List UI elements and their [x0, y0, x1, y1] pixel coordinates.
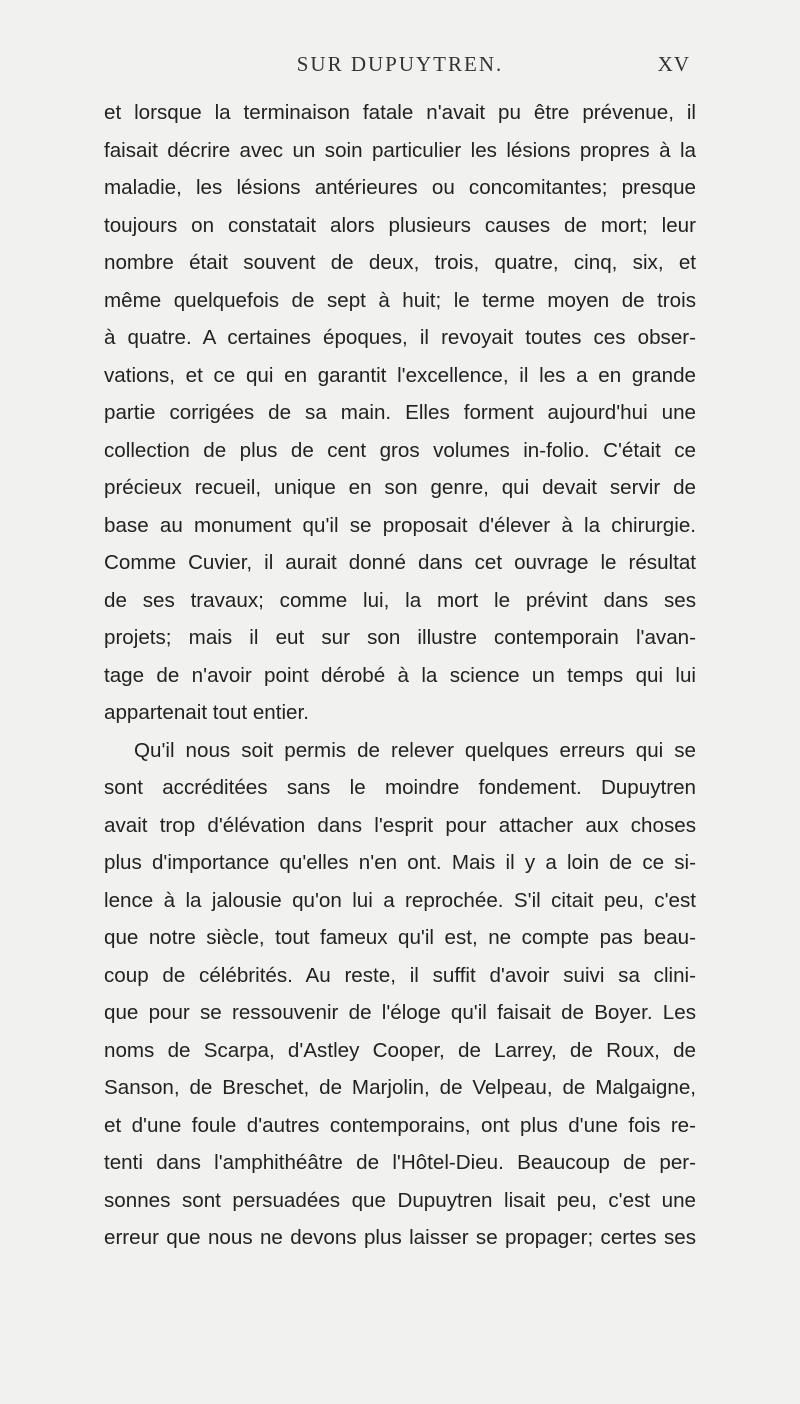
- text-line: sont accréditées sans le moindre fondement. Dupuytren: [104, 776, 696, 799]
- text-line: vations, et ce qui en garantit l'excellence, il les a en grande: [104, 363, 696, 387]
- text-line: base au monument qu'il se proposait d'élever à la chirurgie.: [104, 513, 696, 537]
- text-line: et d'une foule d'autres contemporains, ont plus d'une fois re-: [104, 1113, 696, 1137]
- text-line: coup de célébrités. Au reste, il suffit d'avoir suivi sa clini-: [104, 963, 696, 987]
- text-line: noms de Scarpa, d'Astley Cooper, de Larrey, de Roux, de: [104, 1038, 696, 1062]
- text-line: maladie, les lésions antérieures ou concomitantes; presque: [104, 176, 696, 199]
- text-line: toujours on constatait alors plusieurs causes de mort; leur: [104, 213, 696, 237]
- text-line: Comme Cuvier, il aurait donné dans cet ouvrage le résultat: [104, 551, 696, 574]
- text-line: projets; mais il eut sur son illustre contemporain l'avan-: [104, 626, 696, 649]
- text-line: collection de plus de cent gros volumes in-folio. C'était ce: [104, 438, 696, 462]
- text-line: tage de n'avoir point dérobé à la science un temps qui lui: [104, 663, 696, 687]
- running-title: SUR DUPUYTREN.: [296, 52, 504, 76]
- text-line: partie corrigées de sa main. Elles forment aujourd'hui une: [104, 401, 696, 424]
- running-head: [104, 52, 696, 82]
- text-line: erreur que nous ne devons plus laisser se propager; certes ses: [104, 1226, 696, 1249]
- text-line: précieux recueil, unique en son genre, qui devait servir de: [104, 476, 696, 499]
- body-text: [104, 94, 696, 1257]
- text-line: Sanson, de Breschet, de Marjolin, de Velpeau, de Malgaigne,: [104, 1076, 696, 1099]
- text-line: et lorsque la terminaison fatale n'avait pu être prévenue, il: [104, 101, 696, 124]
- text-line: sonnes sont persuadées que Dupuytren lisait peu, c'est une: [104, 1188, 696, 1212]
- text-line: faisait décrire avec un soin particulier les lésions propres à la: [104, 138, 696, 162]
- text-line: plus d'importance qu'elles n'en ont. Mais il y a loin de ce si-: [104, 851, 696, 874]
- text-line: de ses travaux; comme lui, la mort le prévint dans ses: [104, 588, 696, 612]
- paragraph-2: [104, 732, 696, 1257]
- text-line: nombre était souvent de deux, trois, quatre, cinq, six, et: [104, 251, 696, 274]
- paragraph-1: [104, 94, 696, 732]
- page-number: XV: [657, 52, 690, 76]
- text-line: Qu'il nous soit permis de relever quelques erreurs qui se: [134, 738, 696, 762]
- text-line: à quatre. A certaines époques, il revoyait toutes ces obser-: [104, 326, 696, 349]
- text-line: que notre siècle, tout fameux qu'il est, ne compte pas beau-: [104, 926, 696, 949]
- text-line: même quelquefois de sept à huit; le terme moyen de trois: [104, 288, 696, 312]
- text-line: avait trop d'élévation dans l'esprit pour attacher aux choses: [104, 813, 696, 837]
- text-line: lence à la jalousie qu'on lui a reprochée. S'il citait peu, c'est: [104, 888, 696, 912]
- text-line: que pour se ressouvenir de l'éloge qu'il faisait de Boyer. Les: [104, 1001, 696, 1024]
- text-line-last: appartenait tout entier.: [104, 701, 309, 724]
- text-line: tenti dans l'amphithéâtre de l'Hôtel-Dieu. Beaucoup de per-: [104, 1151, 696, 1174]
